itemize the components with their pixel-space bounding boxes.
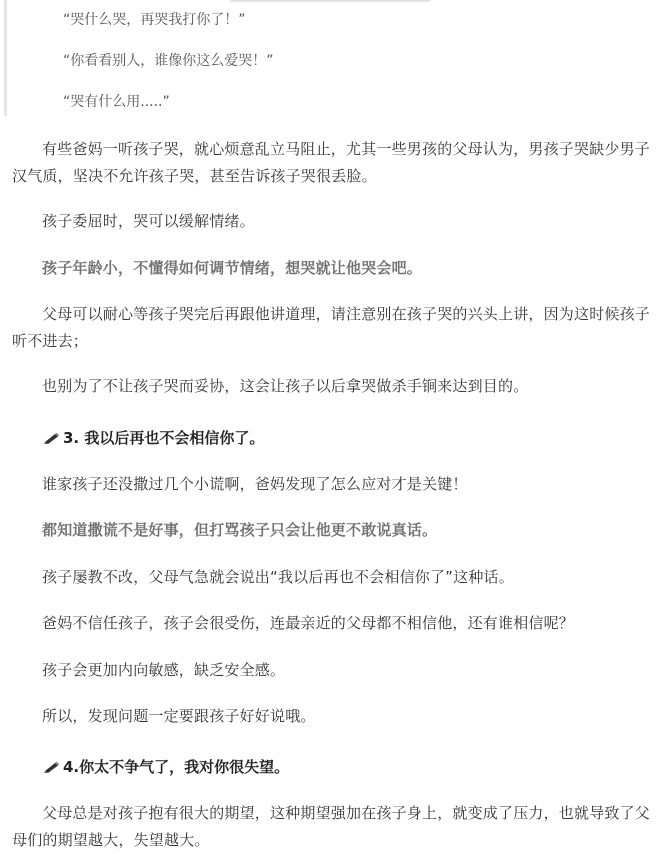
quote-line-2: “你看看别人，谁像你这么爱哭！” (63, 53, 274, 69)
section-heading-3 (44, 427, 264, 449)
section-heading-3-text: 3. 我以后再也不会相信你了。 (63, 429, 265, 447)
paragraph-parents-stop-crying: 有些爸妈一听孩子哭，就心烦意乱立马阻止，尤其一些男孩的父母认为，男孩子哭缺少男子汉气质，坚决不允许孩子哭，甚至告诉孩子哭很丢脸。 (12, 140, 651, 185)
paragraph-crying-relieves: 孩子委屈时，哭可以缓解情绪。 (42, 212, 255, 230)
section-heading-4 (44, 756, 289, 778)
quote-line-3: “哭有什么用.....” (63, 94, 170, 110)
section-heading-4-text: 4.你太不争气了，我对你很失望。 (63, 758, 290, 776)
paragraph-do-not-compromise: 也别为了不让孩子哭而妥协，这会让孩子以后拿哭做杀手锏来达到目的。 (42, 377, 529, 395)
quote-line-1: “哭什么哭，再哭我打你了！” (63, 12, 246, 28)
paragraph-child-hurt: 爸妈不信任孩子，孩子会很受伤，连最亲近的父母都不相信他，还有谁相信呢？ (42, 614, 575, 632)
blockquote (4, 0, 647, 116)
paragraph-never-trust-again: 孩子屡教不改，父母气急就会说出“我以后再也不会相信你了”这种话。 (42, 568, 514, 586)
paragraph-expectations: 父母总是对孩子抱有很大的期望，这种期望强加在孩子身上，就变成了压力，也就导致了父母们的期望越大，失望越大。 (12, 804, 651, 849)
paragraph-insecure: 孩子会更加内向敏感，缺乏安全感。 (42, 661, 286, 679)
paragraph-talk-nicely: 所以，发现问题一定要跟孩子好好说哦。 (42, 707, 316, 725)
paragraph-emphasis-let-cry: 孩子年龄小，不懂得如何调节情绪，想哭就让他哭会吧。 (42, 259, 423, 277)
pencil-icon (44, 761, 60, 773)
pencil-icon (44, 432, 60, 444)
paragraph-emphasis-scolding: 都知道撒谎不是好事，但打骂孩子只会让他更不敢说真话。 (42, 521, 438, 539)
paragraph-wait-then-reason: 父母可以耐心等孩子哭完后再跟他讲道理，请注意别在孩子哭的兴头上讲，因为这时候孩子听不进去； (12, 305, 651, 350)
paragraph-kids-lie: 谁家孩子还没撒过几个小谎啊，爸妈发现了怎么应对才是关键！ (42, 475, 468, 493)
